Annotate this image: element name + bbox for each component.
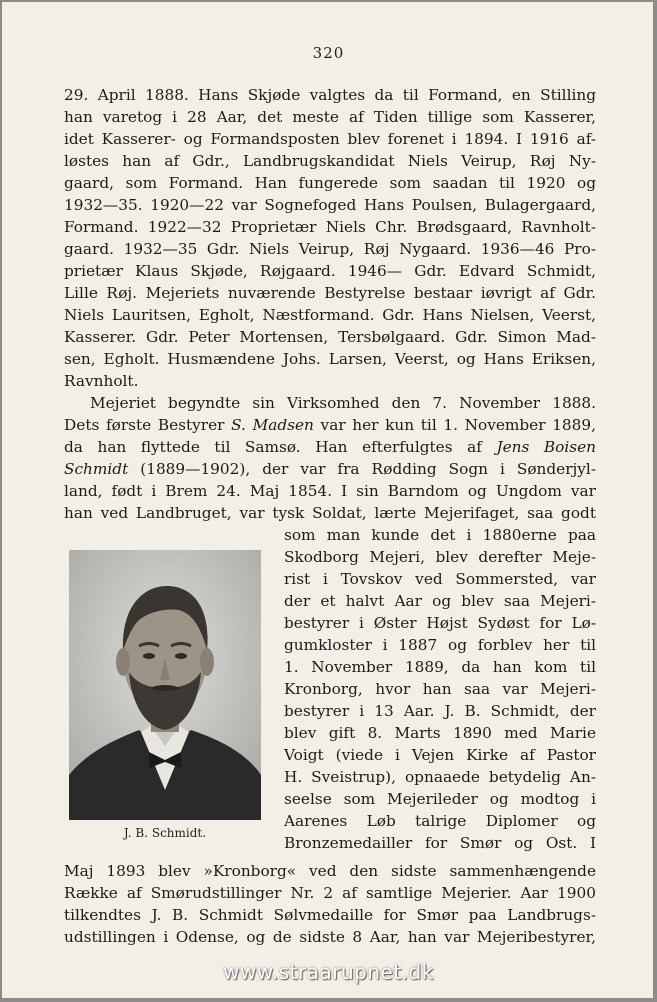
text-line: Kasserer. Gdr. Peter Mortensen, Tersbølgaard. Gdr. Simon Mad-: [64, 328, 596, 346]
text-line: Voigt (viede i Vejen Kirke af Pastor: [284, 746, 596, 764]
text-line: [64, 414, 596, 436]
text-line: Mejeriet begyndte sin Virksomhed den 7. November 1888.: [90, 394, 596, 412]
photo-caption: J. B. Schmidt.: [123, 826, 207, 840]
text-line: rist i Tovskov ved Sommersted, var: [284, 570, 596, 588]
text-line: land, født i Brem 24. Maj 1854. I sin Barndom og Ungdom var: [64, 482, 596, 500]
text-line: tilkendtes J. B. Schmidt Sølvmedaille for Smør paa Landbrugs-: [64, 906, 596, 924]
paragraph-dairy-continued: [64, 860, 596, 948]
text-run: var her kun til 1. November 1889,: [313, 416, 596, 434]
text-line: seelse som Mejerileder og modtog i: [284, 790, 596, 808]
paragraph-dairy-column: [284, 524, 596, 854]
site-watermark: www.straarupnet.dk: [223, 960, 434, 984]
text-line: sen, Egholt. Husmændene Johs. Larsen, Veerst, og Hans Eriksen,: [64, 350, 596, 368]
text-run: (1889—1902), der var fra Rødding Sogn i Sønderjyl-: [128, 460, 596, 478]
text-line: 29. April 1888. Hans Skjøde valgtes da til Formand, en Stilling: [64, 86, 596, 104]
text-line: løstes han af Gdr., Landbrugskandidat Niels Veirup, Røj Ny-: [64, 152, 596, 170]
text-line: Aarenes Løb talrige Diplomer og: [284, 812, 596, 830]
text-line: Kronborg, hvor han saa var Mejeri-: [284, 680, 596, 698]
text-line: han varetog i 28 Aar, det meste af Tiden tillige som Kasserer,: [64, 108, 596, 126]
text-line: 1932—35. 1920—22 var Sognefoged Hans Poulsen, Bulagergaard,: [64, 196, 596, 214]
text-line: [64, 458, 596, 480]
text-line: blev gift 8. Marts 1890 med Marie: [284, 724, 596, 742]
text-line: gaard, som Formand. Han fungerede som saadan til 1920 og: [64, 174, 596, 192]
portrait-illustration: [69, 550, 261, 820]
text-run: Dets første Bestyrer: [64, 416, 232, 434]
text-line: bestyrer i Øster Højst Sydøst for Lø-: [284, 614, 596, 632]
portrait-photo: [69, 550, 261, 820]
text-line: Bronzemedailler for Smør og Ost. I: [284, 834, 596, 852]
paragraph-history: [64, 84, 596, 392]
page-number: 320: [312, 44, 345, 62]
name-madsen: S. Madsen: [231, 416, 314, 434]
text-line: udstillingen i Odense, og de sidste 8 Aar, han var Mejeribestyrer,: [64, 928, 596, 946]
text-line: bestyrer i 13 Aar. J. B. Schmidt, der: [284, 702, 596, 720]
text-run: da han flyttede til Samsø. Han efterfulgtes af: [64, 438, 497, 456]
text-line: gaard. 1932—35 Gdr. Niels Veirup, Røj Nygaard. 1936—46 Pro-: [64, 240, 596, 258]
text-line: gumkloster i 1887 og forblev her til: [284, 636, 596, 654]
text-line: Lille Røj. Mejeriets nuværende Bestyrelse bestaar iøvrigt af Gdr.: [64, 284, 596, 302]
name-jens-boisen: Jens Boisen: [496, 438, 596, 456]
text-line: H. Sveistrup), opnaaede betydelig An-: [284, 768, 596, 786]
paragraph-dairy: [64, 392, 596, 524]
name-schmidt: Schmidt: [64, 460, 129, 478]
text-line: Maj 1893 blev »Kronborg« ved den sidste sammenhængende: [64, 862, 596, 880]
text-line: som man kunde det i 1880erne paa: [284, 526, 596, 544]
text-line: [64, 436, 596, 458]
text-line: Formand. 1922—32 Proprietær Niels Chr. Brødsgaard, Ravnholt-: [64, 218, 596, 236]
text-line: der et halvt Aar og blev saa Mejeri-: [284, 592, 596, 610]
text-line: prietær Klaus Skjøde, Røjgaard. 1946— Gdr. Edvard Schmidt,: [64, 262, 596, 280]
text-line: Ravnholt.: [64, 372, 139, 390]
text-line: han ved Landbruget, var tysk Soldat, lærte Mejerifaget, saa godt: [64, 504, 596, 522]
text-line: idet Kasserer- og Formandsposten blev forenet i 1894. I 1916 af-: [64, 130, 596, 148]
text-line: Niels Lauritsen, Egholt, Næstformand. Gdr. Hans Nielsen, Veerst,: [64, 306, 596, 324]
text-line: Række af Smørudstillinger Nr. 2 af samtlige Mejerier. Aar 1900: [64, 884, 596, 902]
text-line: Skodborg Mejeri, blev derefter Meje-: [284, 548, 596, 566]
text-line: 1. November 1889, da han kom til: [284, 658, 596, 676]
